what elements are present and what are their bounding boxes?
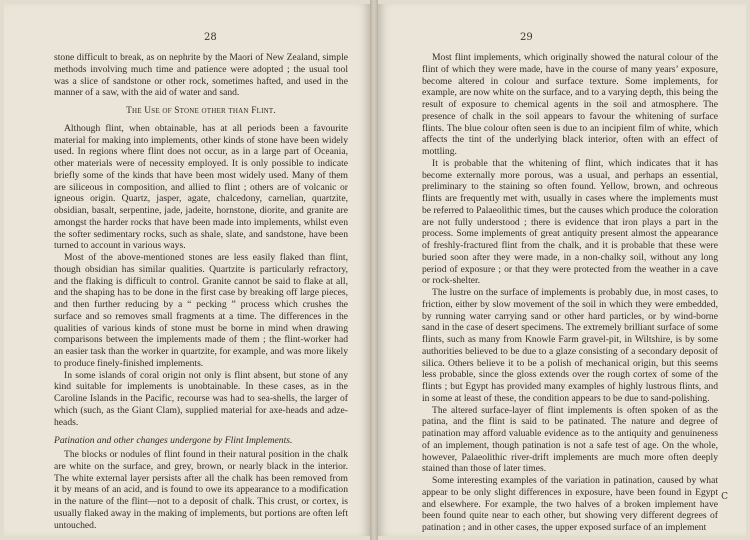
paragraph: Some interesting examples of the variation in patination, caused by what appear to be only slight differences in exposure, have been found in Egypt and elsewhere. For example, the two halves of a broken implement have been found quite near to each other, but showing very different degrees of patination ; and in other cases, the upper exposed surface of an implement: [422, 475, 718, 533]
section-heading: The Use of Stone other than Flint.: [126, 106, 276, 116]
section-heading: Patination and other changes undergone by Flint Implements.: [54, 435, 293, 447]
paragraph: In some islands of coral origin not only is flint absent, but stone of any kind suitable for implements is unobtainable. In these cases, as in the Caroline Islands in the Pacific, recourse was had to sea-shells, the larger of which (such, as the Giant Clam), supplied material for axe-heads and adze-heads.: [54, 369, 348, 428]
right-page: [378, 4, 746, 536]
paragraph: The blocks or nodules of flint found in their natural position in the chalk are white on the surface, and grey, brown, or nearly black in the interior. The white external layer persists after all the chalk has been removed from it by means of an acid, and is found to owe its appearance to a modification in the nature of the flint—not to a deposit of chalk. This crust, or cortex, is usually flaked away in the making of implements, but portions are often left untouched.: [54, 449, 348, 531]
book-gutter: [370, 0, 378, 540]
page-number: 29: [520, 32, 533, 43]
paragraph: stone difficult to break, as on nephrite by the Maori of New Zealand, simple methods involving much time and patience were adopted ; the usual tool was a slice of sandstone or other rock, sometimes hafted, and used in the manner of a saw, with the aid of water and sand.: [54, 52, 348, 99]
page-body: [422, 52, 718, 534]
left-page: [4, 4, 370, 536]
page-body: [54, 52, 348, 531]
paragraph: The altered surface-layer of flint implements is often spoken of as the patina, and the flint is said to be patinated. The nature and degree of patination may afford valuable evidence as to the antiquity and genuineness of an implement, though patination is not a safe test of age. On the whole, however, Palaeolithic river-drift implements are much more often deeply stained than those of later times.: [422, 404, 718, 475]
page-number: 28: [204, 32, 217, 43]
paragraph: Most flint implements, which originally showed the natural colour of the flint of which they were made, have in the course of many years’ exposure, become altered in colour and surface texture. Some implements, for example, are now white on the surface, and to a varying depth, this being the result of exposure to chemical agents in the soil and atmosphere. The presence of chalk in the soil appears to favour the whitening of surface flints. The blue colour often seen is due to an incipient film of white, which affects the tint of the underlying black interior, often with an effect of mottling.: [422, 52, 718, 157]
paragraph: It is probable that the whitening of flint, which indicates that it has become externally more porous, was a usual, and perhaps an essential, preliminary to the staining so often found. Yellow, brown, and ochreous flints are frequently met with, usually in cases where the implements must be referred to Palaeolithic times, but the causes which produce the coloration are not fully understood ; there is evidence that iron plays a part in the process. Some implements of great antiquity present almost the appearance of freshly-fractured flint from the chalk, and it is probable that these were buried soon after they were made, in a non-chalky soil, without any long period of exposure ; or that they were protected from the weather in a cave or rock-shelter.: [422, 157, 718, 287]
paragraph: Most of the above-mentioned stones are less easily flaked than flint, though obsidian has similar qualities. Quartzite is particularly refractory, and the flaking is difficult to control. Granite cannot be said to flake at all, and the shaping has to be done in the first case by breaking off large pieces, and then further reducing by a “ pecking ” process which crushes the surface and so removes small fragments at a time. The differences in the qualities of various kinds of stone must be borne in mind when drawing comparisons between the implements made of them ; the flint-worker had an easier task than the worker in quartzite, for example, and was more likely to produce finely-finished implements.: [54, 252, 348, 369]
paragraph: Although flint, when obtainable, has at all periods been a favourite material for making into implements, other kinds of stone have been widely used. In regions where flint does not occur, as in a large part of Oceania, other materials were of necessity employed. It is only possible to indicate briefly some of the kinds that have been most widely used. Many of them are siliceous in composition, and allied to flint ; others are of volcanic or igneous origin. Quartz, jasper, agate, chalcedony, carnelian, quartzite, obsidian, basalt, serpentine, jade, jadeite, hornstone, diorite, and granite are amongst the harder rocks that have been made into implements, whilst even the softer sedimentary rocks, such as shale, slate, and sandstone, have been turned to account in various ways.: [54, 122, 348, 252]
signature-mark: C: [721, 492, 728, 502]
paragraph: The lustre on the surface of implements is probably due, in most cases, to friction, either by slow movement of the soil in which they were embedded, by running water carrying sand or other hard particles, or by wind-borne sand in the case of desert specimens. The extremely brilliant surface of some flints, such as many from Knowle Farm gravel-pit, in Wiltshire, is by some authorities believed to be due to a glaze consisting of a secondary deposit of silica. Others believe it to be a polish of mechanical origin, but this seems less probable, since the gloss extends over the rough cortex of some of the flints ; but Egypt has provided many examples of highly lustrous flints, and in some at least of these, the condition appears to be due to sand-polishing.: [422, 287, 718, 404]
